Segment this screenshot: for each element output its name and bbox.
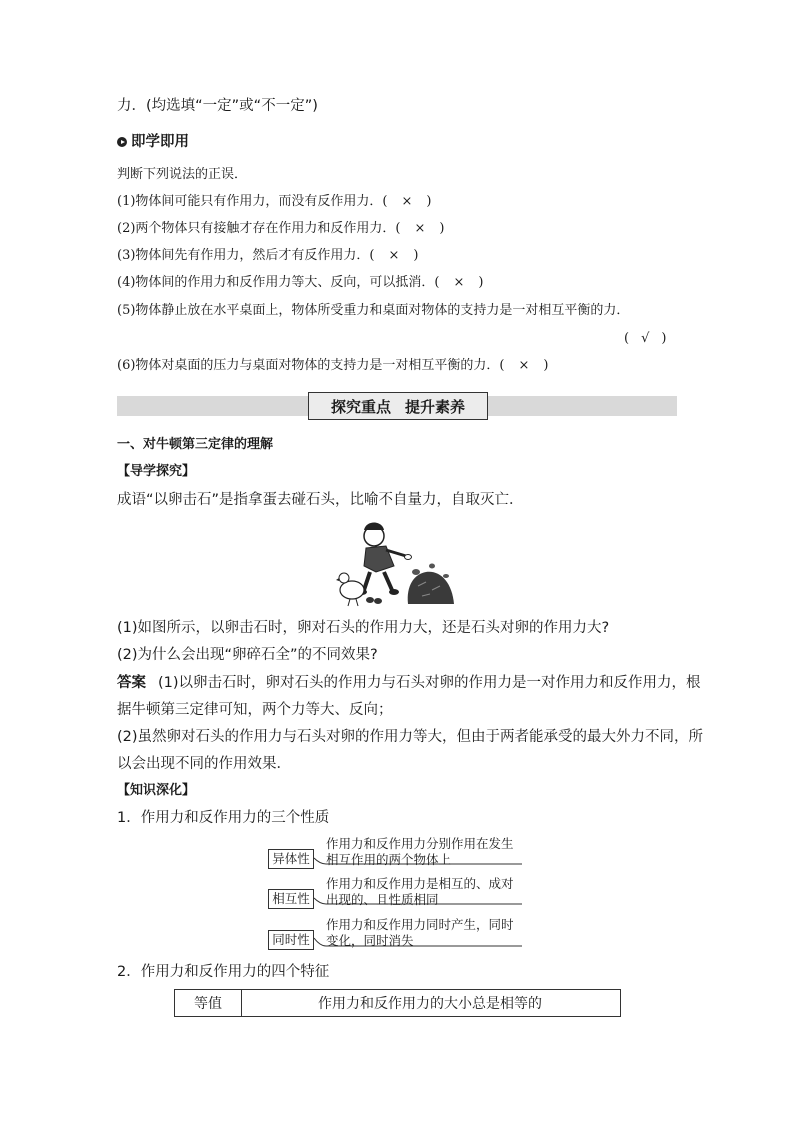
practice-item-text: (2)两个物体只有接触才存在作用力和反作用力．( xyxy=(117,221,401,236)
answer-mark: √ xyxy=(641,331,650,346)
close-paren: ) xyxy=(426,194,432,209)
practice-item-4 xyxy=(117,274,483,292)
answer-line-2: 据牛顿第三定律可知，两个力等大、反向； xyxy=(117,702,393,718)
answer-text-1: (1)以卵击石时，卵对石头的作用力与石头对卵的作用力是一对作用力和反作用力，根 xyxy=(158,675,701,691)
property-desc-1a: 作用力和反作用力分别作用在发生 xyxy=(326,836,514,851)
guide-heading: 【导学探究】 xyxy=(117,464,196,479)
practice-item-text: (4)物体间的作用力和反作用力等大、反向，可以抵消．( xyxy=(117,275,440,290)
practice-prompt: 判断下列说法的正误． xyxy=(117,167,248,182)
answer-line-3: (2)虽然卵对石头的作用力与石头对卵的作用力等大，但由于两者能承受的最大外力不同，所 xyxy=(117,729,704,745)
list1-title: 1．作用力和反作用力的三个性质 xyxy=(117,810,330,826)
property-desc-2b: 出现的、且性质相同 xyxy=(326,892,439,907)
intro-line: 力．(均选填“一定”或“不一定”) xyxy=(117,98,318,114)
answer-mark: × xyxy=(401,194,413,209)
practice-item-text: (1)物体间可能只有作用力，而没有反作用力．( xyxy=(117,194,388,209)
practice-item-5-answer xyxy=(624,330,666,348)
property-label-1: 异体性 xyxy=(268,849,314,869)
answer-label: 答案 xyxy=(117,675,146,691)
close-paren: ) xyxy=(413,248,419,263)
play-circle-icon xyxy=(117,137,127,147)
hen-shape xyxy=(340,581,364,599)
feature-name: 等值 xyxy=(175,990,242,1017)
property-desc-2a: 作用力和反作用力是相互的、成对 xyxy=(326,876,514,891)
practice-item-1 xyxy=(117,193,431,211)
open-paren: ( xyxy=(624,331,630,346)
property-desc-3b: 变化，同时消失 xyxy=(326,933,414,948)
property-label-2: 相互性 xyxy=(268,889,314,909)
answer-mark: × xyxy=(453,275,465,290)
practice-item-2 xyxy=(117,220,444,238)
section-title: 一、对牛顿第三定律的理解 xyxy=(117,437,274,452)
answer-line-1 xyxy=(117,673,701,693)
banner-left-text: 探究重点 xyxy=(330,397,391,416)
practice-item-text: (6)物体对桌面的压力与桌面对物体的支持力是一对相互平衡的力．( xyxy=(117,358,505,373)
egg-fragment xyxy=(412,569,420,575)
close-paren: ) xyxy=(543,358,549,373)
practice-item-text: (3)物体间先有作用力，然后才有反作用力．( xyxy=(117,248,375,263)
answer-mark: × xyxy=(414,221,426,236)
banner-right-text: 提升素养 xyxy=(405,397,466,416)
close-paren: ) xyxy=(439,221,445,236)
property-label-3: 同时性 xyxy=(268,930,314,950)
practice-heading xyxy=(117,132,189,152)
deepen-heading: 【知识深化】 xyxy=(117,783,196,798)
feature-desc: 作用力和反作用力的大小总是相等的 xyxy=(242,990,621,1017)
answer-mark: × xyxy=(388,248,400,263)
idiom-text: 成语“以卵击石”是指拿蛋去碰石头，比喻不自量力，自取灭亡． xyxy=(117,492,524,508)
practice-heading-text: 即学即用 xyxy=(131,134,189,150)
practice-item-6 xyxy=(117,357,548,375)
question-2: (2)为什么会出现“卵碎石全”的不同效果? xyxy=(117,647,378,663)
answer-mark: × xyxy=(518,358,530,373)
close-paren: ) xyxy=(478,275,484,290)
close-paren: ) xyxy=(661,331,667,346)
property-desc-3a: 作用力和反作用力同时产生，同时 xyxy=(326,917,514,932)
features-table xyxy=(174,989,621,1017)
answer-line-4: 以会出现不同的作用效果． xyxy=(117,756,291,772)
property-desc-1b: 相互作用的两个物体上 xyxy=(326,852,452,867)
table-row xyxy=(175,990,621,1017)
practice-item-5: (5)物体静止放在水平桌面上，物体所受重力和桌面对物体的支持力是一对相互平衡的力． xyxy=(117,303,630,318)
egg-rock-illustration xyxy=(336,516,462,608)
list2-title: 2．作用力和反作用力的四个特征 xyxy=(117,964,330,980)
question-1: (1)如图所示，以卵击石时，卵对石头的作用力大，还是石头对卵的作用力大? xyxy=(117,620,610,636)
practice-item-3 xyxy=(117,247,418,265)
section-banner xyxy=(308,392,488,420)
